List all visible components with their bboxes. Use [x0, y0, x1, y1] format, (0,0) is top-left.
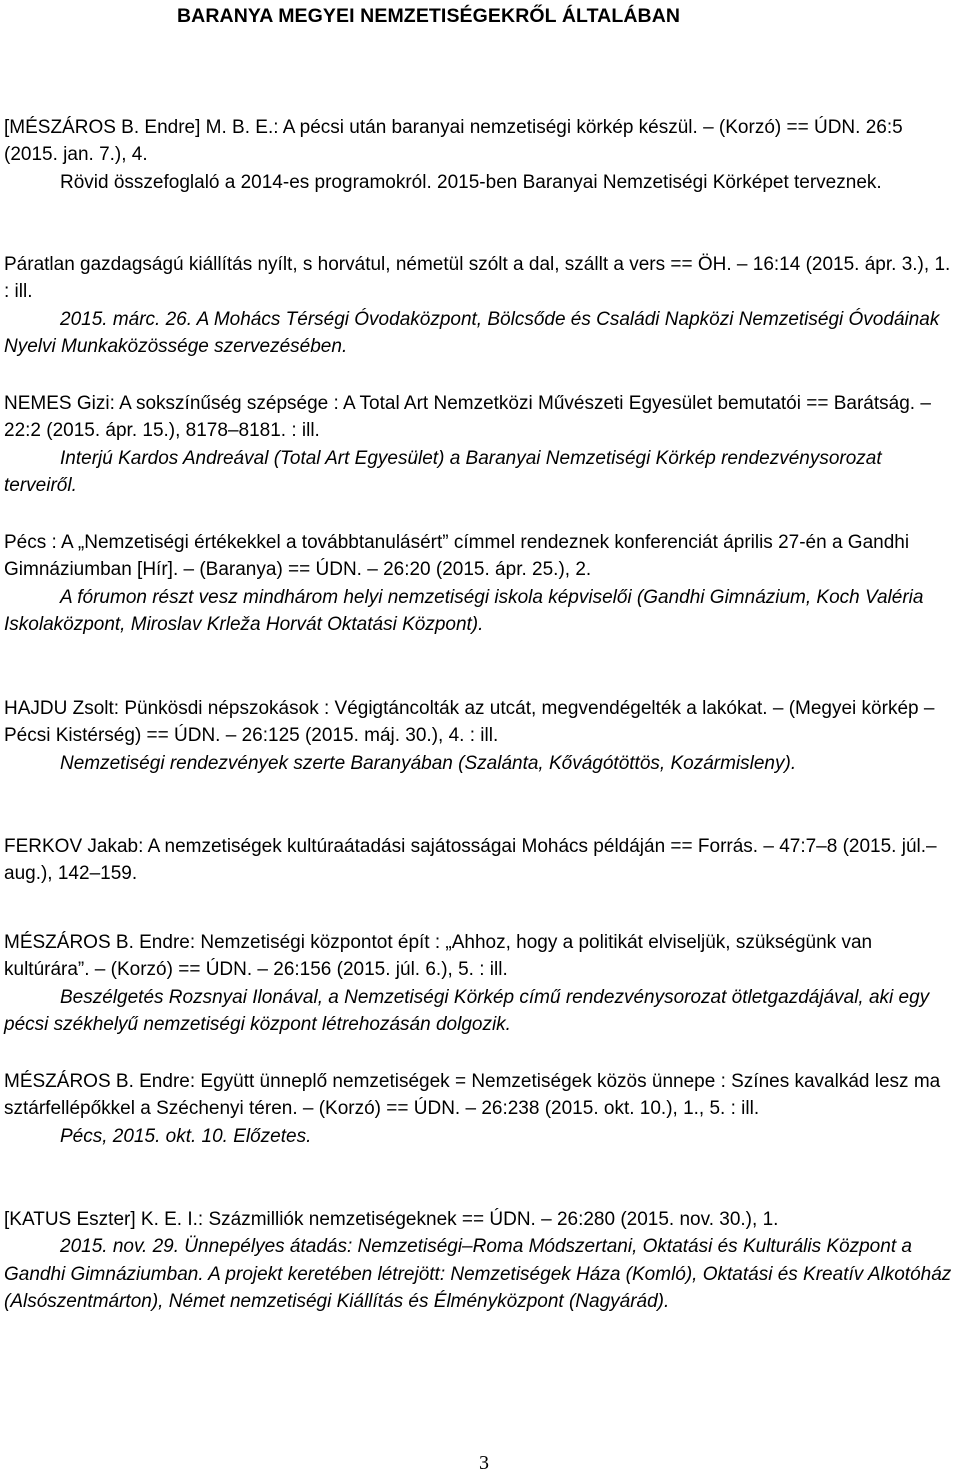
bibliography-entry	[4, 695, 956, 777]
page-title: BARANYA MEGYEI NEMZETISÉGEKRŐL ÁLTALÁBAN	[177, 5, 681, 27]
bibliography-entry	[4, 114, 956, 196]
entry-citation: [KATUS Eszter] K. E. I.: Százmilliók nemzetiségeknek == ÚDN. – 26:280 (2015. nov. 30.), 1.	[4, 1209, 779, 1230]
entry-annotation: A fórumon részt vesz mindhárom helyi nemzetiségi iskola képviselői (Gandhi Gimnázium, Koch Valéria Iskolaközpont, Miroslav Krleža Horvát Oktatási Központ).	[4, 586, 924, 636]
entry-annotation: 2015. nov. 29. Ünnepélyes átadás: Nemzetiségi–Roma Módszertani, Oktatási és Kulturális Központ a Gandhi Gimnáziumban. A projekt keretében létrejött: Nemzetiségek Háza (Komló), Oktatási és Kreatív Alkotóház (Alsószentmárton), Német nemzetiségi Kiállítás és Élményközpont (Nagyárád).	[4, 1236, 952, 1313]
entry-annotation: 2015. márc. 26. A Mohács Térségi Óvodaközpont, Bölcsőde és Családi Napközi Nemzetiségi Óvodáinak Nyelvi Munkaközössége szervezésében.	[4, 308, 940, 358]
entry-citation: Páratlan gazdagságú kiállítás nyílt, s horvátul, németül szólt a dal, szállt a vers == ÖH. – 16:14 (2015. ápr. 3.), 1. : ill.	[4, 254, 951, 303]
bibliography-entry	[4, 833, 956, 888]
entry-citation: MÉSZÁROS B. Endre: Együtt ünneplő nemzetiségek = Nemzetiségek közös ünnepe : Színes kavalkád lesz ma sztárfellépőkkel a Széchenyi téren. – (Korzó) == ÚDN. – 26:238 (2015. okt. 10.), 1., 5. : ill.	[4, 1071, 941, 1120]
entry-citation: HAJDU Zsolt: Pünkösdi népszokások : Végigtáncolták az utcát, megvendégelték a lakókat. – (Megyei körkép – Pécsi Kistérség) == ÚDN. – 26:125 (2015. máj. 30.), 4. : ill.	[4, 698, 935, 747]
entry-annotation: Interjú Kardos Andreával (Total Art Egyesület) a Baranyai Nemzetiségi Körkép rendezvénysorozat terveiről.	[4, 447, 882, 497]
entry-annotation: Pécs, 2015. okt. 10. Előzetes.	[60, 1125, 312, 1147]
entry-citation: [MÉSZÁROS B. Endre] M. B. E.: A pécsi után baranyai nemzetiségi körkép készül. – (Korzó) == ÚDN. 26:5 (2015. jan. 7.), 4.	[4, 117, 903, 166]
bibliography-entry	[4, 1206, 956, 1316]
bibliography-entry	[4, 929, 956, 1039]
entry-citation: Pécs : A „Nemzetiségi értékekkel a továbbtanulásért” címmel rendeznek konferenciát április 27-én a Gandhi Gimnáziumban [Hír]. – (Baranya) == ÚDN. – 26:20 (2015. ápr. 25.), 2.	[4, 532, 910, 581]
bibliography-entry	[4, 390, 956, 500]
entry-annotation: Nemzetiségi rendezvények szerte Baranyában (Szalánta, Kővágótöttös, Kozármisleny).	[60, 752, 797, 774]
page-number: 3	[479, 1452, 489, 1474]
entry-annotation: Rövid összefoglaló a 2014-es programokról. 2015-ben Baranyai Nemzetiségi Körképet terveznek.	[60, 171, 882, 193]
entry-annotation: Beszélgetés Rozsnyai Ilonával, a Nemzetiségi Körkép című rendezvénysorozat ötletgazdájával, aki egy pécsi székhelyű nemzetiségi központ létrehozásán dolgozik.	[4, 986, 930, 1036]
bibliography-entry	[4, 1068, 956, 1150]
entry-citation: FERKOV Jakab: A nemzetiségek kultúraátadási sajátosságai Mohács példáján == Forrás. – 47:7–8 (2015. júl.–aug.), 142–159.	[4, 836, 937, 885]
bibliography-entry	[4, 251, 956, 361]
entry-citation: MÉSZÁROS B. Endre: Nemzetiségi központot épít : „Ahhoz, hogy a politikát elviseljük, szükségünk van kultúrára”. – (Korzó) == ÚDN. – 26:156 (2015. júl. 6.), 5. : ill.	[4, 932, 873, 981]
entry-citation: NEMES Gizi: A sokszínűség szépsége : A Total Art Nemzetközi Művészeti Egyesület bemutatói == Barátság. – 22:2 (2015. ápr. 15.), 8178–8181. : ill.	[4, 393, 931, 442]
bibliography-entry	[4, 529, 956, 639]
